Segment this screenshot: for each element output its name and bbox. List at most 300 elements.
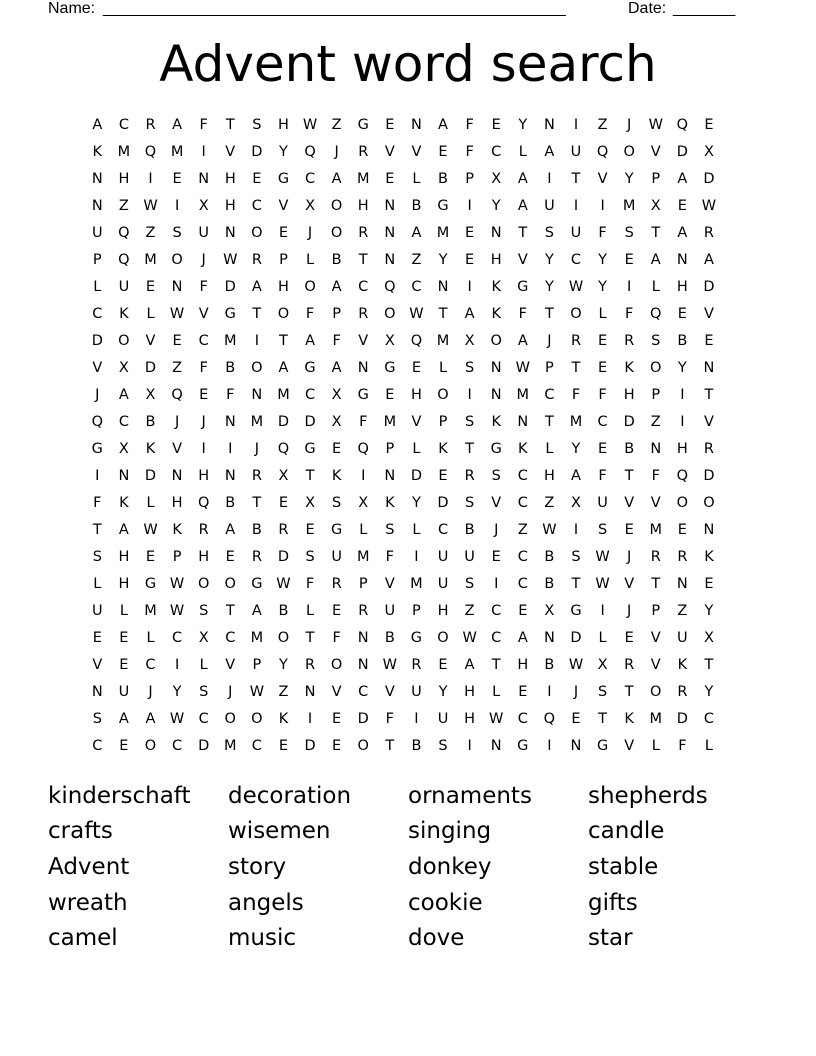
grid-letter: E: [385, 386, 395, 403]
grid-letter: U: [91, 224, 103, 241]
grid-letter: A: [305, 332, 315, 349]
grid-letter: Q: [91, 413, 103, 430]
grid-letter: V: [624, 737, 635, 754]
grid-letter: Q: [676, 467, 689, 484]
grid-letter: H: [278, 116, 289, 133]
grid-letter: G: [91, 440, 103, 457]
grid-letter: N: [357, 656, 369, 673]
grid-letter: K: [491, 278, 501, 295]
grid-letter: J: [201, 251, 206, 268]
grid-letter: J: [627, 116, 632, 133]
grid-letter: V: [703, 413, 714, 430]
grid-letter: I: [228, 440, 233, 457]
grid-letter: C: [517, 575, 528, 592]
grid-letter: Z: [172, 359, 183, 376]
grid-letter: M: [117, 143, 131, 160]
grid-letter: E: [332, 710, 342, 727]
grid-letter: P: [252, 656, 262, 673]
grid-letter: M: [649, 521, 663, 538]
grid-letter: U: [437, 548, 449, 565]
word-list-item: ornaments: [408, 782, 532, 809]
grid-letter: L: [704, 737, 713, 754]
grid-letter: E: [145, 278, 156, 295]
grid-letter: G: [277, 170, 290, 187]
grid-letter: E: [332, 737, 342, 754]
grid-letter: K: [145, 440, 156, 457]
grid-letter: S: [465, 494, 475, 511]
grid-letter: S: [438, 737, 448, 754]
grid-letter: T: [491, 656, 501, 673]
grid-letter: J: [148, 683, 153, 700]
grid-letter: O: [171, 251, 183, 268]
grid-letter: U: [464, 548, 475, 565]
grid-letter: N: [703, 521, 715, 538]
grid-letter: T: [225, 116, 235, 133]
grid-letter: N: [251, 386, 263, 403]
grid-letter: T: [571, 359, 581, 376]
grid-letter: D: [198, 737, 210, 754]
grid-letter: N: [91, 683, 103, 700]
grid-letter: I: [547, 737, 552, 754]
grid-letter: H: [357, 197, 369, 214]
grid-letter: M: [383, 413, 397, 430]
grid-letter: C: [225, 629, 236, 646]
grid-letter: N: [224, 467, 236, 484]
grid-letter: Y: [411, 494, 421, 511]
grid-letter: E: [491, 548, 501, 565]
grid-letter: Y: [438, 251, 448, 268]
grid-letter: R: [145, 116, 156, 133]
grid-letter: V: [517, 251, 528, 268]
grid-letter: I: [573, 521, 579, 538]
grid-letter: H: [490, 251, 502, 268]
grid-letter: C: [118, 116, 129, 133]
grid-letter: O: [251, 224, 263, 241]
grid-letter: A: [544, 143, 555, 160]
grid-letter: B: [464, 521, 475, 538]
grid-letter: T: [252, 494, 262, 511]
grid-letter: O: [623, 143, 635, 160]
grid-letter: V: [703, 305, 714, 322]
grid-letter: X: [331, 413, 342, 430]
grid-letter: T: [279, 332, 288, 349]
grid-letter: O: [330, 197, 343, 214]
grid-letter: T: [385, 737, 395, 754]
grid-letter: M: [622, 197, 636, 214]
grid-letter: T: [704, 386, 714, 403]
grid-letter: A: [118, 521, 129, 538]
grid-letter: B: [225, 359, 236, 376]
grid-letter: W: [595, 575, 610, 592]
grid-letter: H: [278, 278, 289, 295]
grid-letter: N: [357, 629, 369, 646]
grid-letter: E: [571, 710, 581, 727]
grid-letter: X: [278, 467, 289, 484]
page-title: Advent word search: [159, 35, 657, 93]
grid-letter: U: [570, 143, 582, 160]
grid-letter: O: [570, 305, 582, 322]
grid-letter: L: [412, 440, 421, 457]
grid-letter: N: [676, 575, 688, 592]
grid-letter: F: [359, 413, 368, 430]
grid-letter: E: [624, 251, 634, 268]
grid-letter: J: [573, 683, 579, 700]
grid-letter: I: [148, 170, 153, 187]
grid-letter: I: [467, 737, 472, 754]
grid-letter: H: [410, 386, 422, 403]
grid-letter: D: [676, 143, 688, 160]
word-list-item: shepherds: [588, 782, 708, 809]
grid-letter: C: [358, 683, 369, 700]
grid-letter: D: [277, 413, 290, 430]
grid-letter: D: [144, 359, 157, 376]
grid-letter: R: [305, 656, 316, 673]
grid-letter: P: [385, 440, 395, 457]
grid-letter: H: [198, 467, 210, 484]
grid-letter: R: [251, 251, 262, 268]
grid-letter: S: [571, 548, 581, 565]
word-list-item: dove: [408, 925, 465, 952]
grid-letter: N: [543, 116, 555, 133]
grid-letter: H: [118, 170, 130, 187]
grid-letter: C: [491, 143, 502, 160]
grid-letter: V: [225, 656, 236, 673]
grid-letter: L: [598, 629, 607, 646]
grid-letter: S: [651, 332, 661, 349]
grid-letter: N: [224, 224, 236, 241]
grid-letter: N: [490, 386, 502, 403]
grid-letter: W: [568, 278, 584, 295]
grid-letter: W: [249, 683, 265, 700]
grid-letter: E: [704, 332, 714, 349]
grid-letter: E: [305, 521, 315, 538]
grid-letter: J: [201, 413, 206, 430]
grid-letter: B: [225, 494, 236, 511]
grid-letter: J: [494, 521, 499, 538]
grid-letter: Q: [543, 710, 556, 727]
grid-letter: W: [223, 251, 238, 268]
grid-letter: D: [144, 467, 157, 484]
grid-letter: C: [172, 629, 183, 646]
grid-letter: D: [703, 170, 715, 187]
grid-letter: Q: [118, 251, 130, 268]
grid-letter: N: [490, 359, 502, 376]
grid-letter: F: [651, 467, 660, 484]
grid-letter: F: [199, 359, 208, 376]
grid-letter: M: [436, 224, 450, 241]
grid-letter: O: [224, 710, 236, 727]
grid-letter: E: [172, 332, 182, 349]
grid-letter: N: [91, 197, 103, 214]
grid-letter: B: [411, 737, 422, 754]
grid-letter: V: [198, 305, 209, 322]
grid-letter: K: [172, 521, 182, 538]
grid-letter: C: [251, 737, 262, 754]
grid-letter: S: [544, 224, 554, 241]
grid-letter: X: [118, 440, 129, 457]
grid-letter: O: [118, 332, 130, 349]
grid-letter: E: [332, 602, 342, 619]
grid-letter: C: [491, 629, 502, 646]
grid-letter: X: [384, 332, 395, 349]
grid-letter: I: [414, 548, 419, 565]
grid-letter: S: [465, 413, 475, 430]
grid-letter: C: [411, 278, 422, 295]
grid-letter: K: [624, 359, 634, 376]
grid-letter: W: [169, 602, 185, 619]
grid-letter: N: [384, 251, 396, 268]
grid-letter: L: [306, 251, 315, 268]
grid-letter: A: [278, 359, 289, 376]
grid-letter: M: [436, 332, 450, 349]
grid-letter: P: [92, 251, 102, 268]
grid-letter: E: [332, 440, 342, 457]
grid-letter: Q: [277, 440, 290, 457]
grid-letter: Y: [544, 278, 554, 295]
grid-letter: E: [119, 737, 129, 754]
grid-letter: A: [225, 521, 236, 538]
grid-letter: I: [573, 197, 579, 214]
word-list-item: music: [228, 925, 297, 952]
grid-letter: E: [624, 521, 634, 538]
grid-letter: V: [331, 683, 342, 700]
grid-letter: F: [571, 386, 581, 403]
grid-letter: N: [410, 116, 422, 133]
grid-letter: W: [169, 575, 185, 592]
grid-letter: G: [304, 359, 316, 376]
grid-letter: E: [172, 170, 182, 187]
grid-letter: T: [252, 305, 262, 322]
grid-letter: I: [600, 197, 605, 214]
grid-letter: Z: [278, 683, 289, 700]
grid-letter: W: [462, 629, 477, 646]
grid-letter: C: [251, 197, 262, 214]
grid-letter: M: [144, 251, 157, 268]
grid-letter: G: [224, 305, 236, 322]
grid-letter: Z: [650, 413, 661, 430]
grid-letter: U: [198, 224, 209, 241]
grid-letter: C: [517, 494, 528, 511]
grid-letter: N: [490, 224, 502, 241]
grid-letter: K: [518, 440, 528, 457]
word-list-item: singing: [408, 818, 492, 845]
grid-letter: L: [518, 143, 527, 160]
grid-letter: N: [384, 224, 396, 241]
grid-letter: X: [305, 197, 316, 214]
grid-letter: R: [331, 575, 342, 592]
grid-letter: C: [145, 656, 156, 673]
grid-letter: L: [651, 278, 660, 295]
grid-letter: L: [93, 278, 102, 295]
grid-letter: X: [145, 386, 156, 403]
grid-letter: D: [570, 629, 582, 646]
word-list-item: donkey: [408, 853, 492, 880]
grid-letter: A: [464, 305, 475, 322]
grid-letter: O: [650, 359, 662, 376]
grid-letter: R: [358, 143, 369, 160]
grid-letter: Z: [145, 224, 156, 241]
word-list: [48, 778, 768, 956]
grid-letter: X: [650, 197, 661, 214]
word-list-item: kinderschaft: [48, 782, 191, 809]
grid-letter: D: [277, 548, 290, 565]
grid-letter: O: [251, 710, 263, 727]
grid-letter: C: [198, 710, 209, 727]
grid-letter: O: [437, 629, 449, 646]
grid-letter: F: [598, 467, 607, 484]
grid-letter: R: [278, 521, 289, 538]
grid-letter: E: [518, 602, 528, 619]
grid-letter: S: [252, 116, 262, 133]
grid-letter: I: [307, 710, 313, 727]
grid-letter: W: [595, 548, 610, 565]
grid-letter: W: [143, 521, 158, 538]
grid-letter: A: [571, 467, 581, 484]
grid-letter: P: [279, 251, 288, 268]
grid-letter: G: [251, 575, 263, 592]
grid-letter: Y: [491, 197, 501, 214]
grid-letter: N: [543, 629, 555, 646]
grid-letter: X: [331, 386, 342, 403]
grid-letter: Z: [677, 602, 688, 619]
grid-letter: V: [650, 656, 661, 673]
grid-letter: T: [92, 521, 102, 538]
grid-letter: N: [384, 467, 396, 484]
grid-letter: L: [119, 602, 128, 619]
grid-letter: Y: [571, 440, 581, 457]
grid-letter: M: [250, 413, 264, 430]
grid-letter: G: [304, 440, 316, 457]
grid-letter: M: [277, 386, 290, 403]
grid-letter: N: [676, 251, 688, 268]
grid-letter: T: [651, 575, 661, 592]
grid-letter: F: [93, 494, 102, 511]
grid-letter: J: [334, 143, 339, 160]
grid-letter: G: [357, 116, 369, 133]
grid-letter: A: [703, 251, 714, 268]
grid-letter: G: [331, 521, 343, 538]
grid-letter: Y: [598, 251, 607, 268]
grid-letter: D: [304, 737, 316, 754]
grid-letter: C: [92, 737, 103, 754]
grid-letter: M: [224, 332, 237, 349]
grid-letter: D: [437, 494, 449, 511]
grid-letter: L: [199, 656, 208, 673]
grid-letter: O: [197, 575, 210, 592]
grid-letter: X: [198, 197, 209, 214]
grid-letter: O: [330, 224, 343, 241]
grid-letter: T: [465, 440, 475, 457]
grid-letter: F: [598, 224, 607, 241]
grid-letter: E: [597, 440, 608, 457]
grid-letter: P: [651, 170, 661, 187]
grid-letter: E: [278, 494, 289, 511]
grid-letter: E: [199, 386, 209, 403]
grid-letter: C: [517, 548, 528, 565]
grid-letter: U: [437, 710, 449, 727]
grid-letter: U: [570, 224, 582, 241]
grid-letter: U: [677, 629, 688, 646]
grid-letter: B: [677, 332, 688, 349]
grid-letter: J: [174, 413, 180, 430]
grid-letter: L: [651, 737, 660, 754]
grid-letter: Q: [197, 494, 210, 511]
grid-letter: N: [703, 359, 715, 376]
grid-letter: N: [490, 737, 502, 754]
grid-letter: G: [410, 629, 423, 646]
grid-letter: Z: [411, 251, 422, 268]
grid-letter: P: [651, 386, 661, 403]
name-line: ____________________________________________________: [103, 0, 566, 17]
grid-letter: V: [384, 143, 395, 160]
grid-letter: D: [304, 413, 316, 430]
grid-letter: T: [624, 683, 634, 700]
grid-letter: T: [598, 710, 607, 727]
grid-letter: T: [305, 629, 315, 646]
grid-letter: N: [171, 278, 183, 295]
grid-letter: V: [650, 143, 661, 160]
grid-letter: N: [437, 278, 449, 295]
grid-letter: H: [437, 602, 449, 619]
grid-letter: V: [384, 683, 395, 700]
grid-letter: P: [438, 413, 448, 430]
grid-letter: G: [570, 602, 582, 619]
grid-letter: M: [250, 629, 264, 646]
grid-letter: I: [174, 656, 180, 673]
grid-letter: Q: [171, 386, 183, 403]
grid-letter: E: [92, 629, 102, 646]
grid-letter: K: [385, 494, 395, 511]
grid-letter: J: [547, 332, 552, 349]
grid-letter: H: [676, 440, 688, 457]
grid-letter: Z: [517, 521, 528, 538]
grid-letter: C: [172, 737, 183, 754]
grid-letter: M: [170, 143, 184, 160]
grid-letter: Y: [704, 602, 714, 619]
grid-letter: H: [171, 494, 183, 511]
grid-letter: F: [199, 278, 208, 295]
grid-letter: V: [145, 332, 156, 349]
grid-letter: K: [491, 413, 501, 430]
grid-letter: O: [384, 305, 396, 322]
grid-letter: R: [198, 521, 209, 538]
grid-letter: A: [677, 170, 688, 187]
name-label: Name:: [48, 0, 96, 17]
grid-letter: D: [357, 710, 369, 727]
grid-letter: Q: [410, 332, 423, 349]
grid-letter: M: [224, 737, 237, 754]
grid-letter: E: [465, 251, 475, 268]
grid-letter: E: [278, 737, 289, 754]
grid-letter: K: [119, 494, 129, 511]
grid-letter: C: [437, 521, 449, 538]
grid-letter: I: [95, 467, 100, 484]
grid-letter: O: [304, 278, 316, 295]
grid-letter: M: [144, 602, 157, 619]
grid-letter: Z: [597, 116, 608, 133]
grid-letter: T: [305, 467, 315, 484]
grid-letter: J: [627, 548, 632, 565]
grid-letter: Y: [172, 683, 182, 700]
grid-letter: O: [144, 737, 157, 754]
grid-letter: B: [411, 197, 422, 214]
grid-letter: Q: [357, 440, 369, 457]
grid-letter: W: [169, 710, 185, 727]
grid-letter: R: [464, 467, 475, 484]
grid-letter: W: [701, 197, 717, 214]
grid-letter: B: [384, 629, 395, 646]
grid-letter: V: [358, 332, 369, 349]
